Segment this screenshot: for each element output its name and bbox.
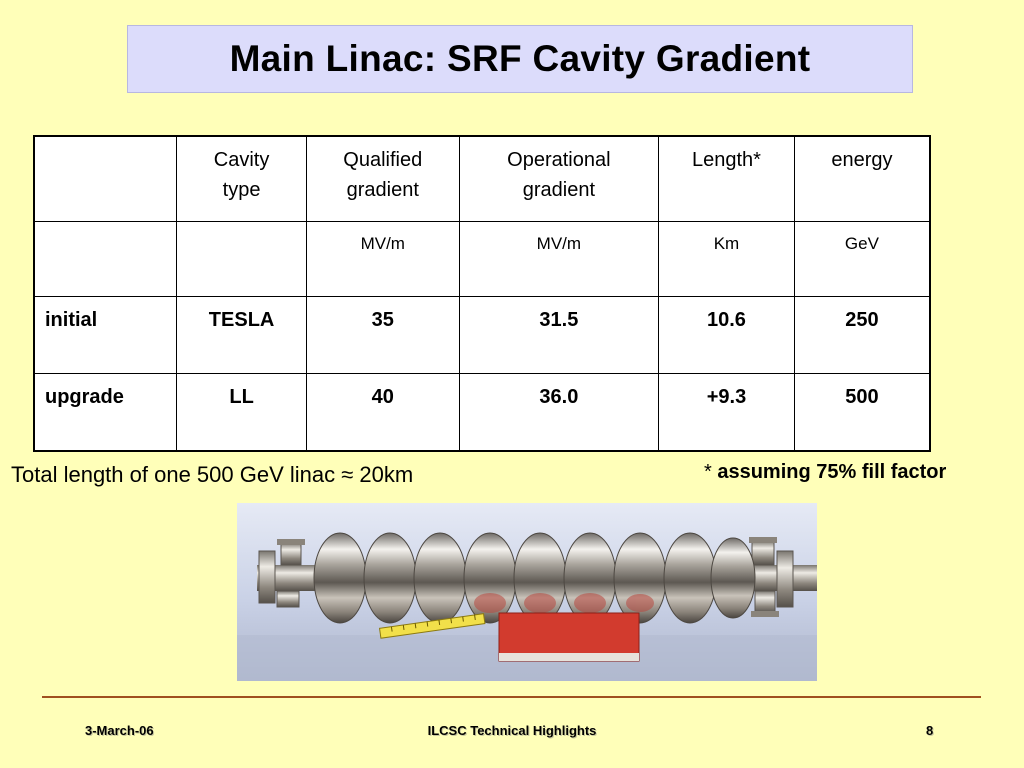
- table-cell: 500: [794, 374, 930, 452]
- table-cell: 36.0: [459, 374, 659, 452]
- table-header-row: [34, 136, 930, 222]
- table-row: [34, 297, 930, 374]
- unit-cell: GeV: [794, 222, 930, 297]
- title-box: [127, 25, 913, 93]
- unit-cell: MV/m: [306, 222, 459, 297]
- table-row: [34, 374, 930, 452]
- slide-title: Main Linac: SRF Cavity Gradient: [229, 38, 811, 79]
- footer-title: ILCSC Technical Highlights: [427, 723, 597, 738]
- gradient-table: [33, 135, 931, 452]
- unit-cell: Km: [659, 222, 795, 297]
- footnote-text: assuming 75% fill factor: [717, 461, 947, 483]
- header-cell: [306, 136, 459, 222]
- row-label: initial: [34, 297, 177, 374]
- cavity-photo: [237, 503, 817, 681]
- header-cell: energy: [794, 136, 930, 222]
- table-cell: LL: [177, 374, 307, 452]
- table-cell: +9.3: [659, 374, 795, 452]
- footnote: [704, 461, 946, 484]
- header-operational-line1: Operational: [507, 149, 611, 171]
- footnote-star: *: [704, 461, 718, 483]
- table-cell: TESLA: [177, 297, 307, 374]
- header-cell: [34, 136, 177, 222]
- header-operational-line2: gradient: [522, 179, 595, 201]
- header-cell: [177, 136, 307, 222]
- unit-cell: MV/m: [459, 222, 659, 297]
- footer-divider: [42, 696, 981, 698]
- unit-cell: [177, 222, 307, 297]
- units-row: [34, 222, 930, 297]
- table-cell: 250: [794, 297, 930, 374]
- header-qualified-line1: Qualified: [343, 149, 423, 171]
- header-cavity-type-line1: Cavity: [213, 149, 270, 171]
- header-cell: Length*: [659, 136, 795, 222]
- table-cell: 35: [306, 297, 459, 374]
- table-cell: 10.6: [659, 297, 795, 374]
- header-cavity-type-line2: type: [222, 179, 261, 201]
- header-qualified-line2: gradient: [346, 179, 419, 201]
- header-cell: [459, 136, 659, 222]
- row-label: upgrade: [34, 374, 177, 452]
- table-cell: 31.5: [459, 297, 659, 374]
- page-number: 8: [926, 723, 934, 738]
- table-cell: 40: [306, 374, 459, 452]
- total-length-note: Total length of one 500 GeV linac ≈ 20km: [11, 462, 414, 487]
- footer-date: 3-March-06: [85, 723, 154, 738]
- srf-cavity-image: [237, 503, 817, 681]
- unit-cell: [34, 222, 177, 297]
